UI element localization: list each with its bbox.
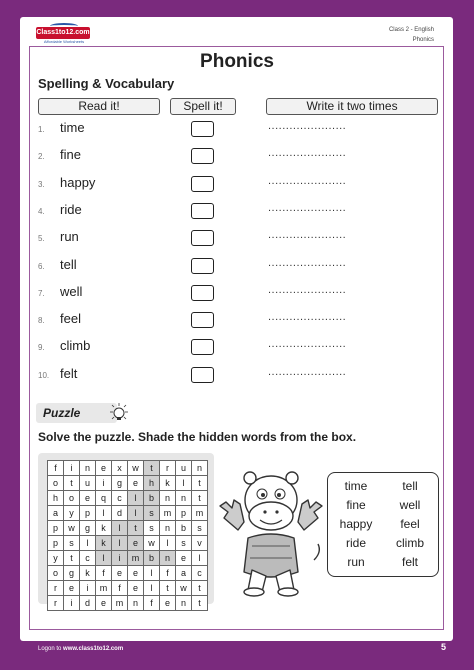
write-line[interactable]: ...................... <box>268 311 347 324</box>
grid-cell[interactable]: t <box>144 461 160 476</box>
grid-cell[interactable]: m <box>96 581 112 596</box>
grid-cell[interactable]: l <box>192 551 208 566</box>
grid-cell[interactable]: e <box>96 461 112 476</box>
grid-cell[interactable]: i <box>112 551 128 566</box>
footer-site[interactable]: www.class1to12.com <box>63 646 124 652</box>
footer-text <box>38 646 123 652</box>
puzzle-label: Puzzle <box>43 406 81 420</box>
grid-cell[interactable]: n <box>128 596 144 611</box>
grid-row <box>48 581 208 596</box>
item-word: tell <box>60 256 77 272</box>
write-line[interactable]: ...................... <box>268 256 347 269</box>
grid-cell[interactable]: k <box>160 476 176 491</box>
word-search-panel <box>38 453 214 608</box>
word-bank-item: happy <box>339 517 373 531</box>
grid-row <box>48 476 208 491</box>
grid-cell[interactable]: q <box>96 491 112 506</box>
grid-cell[interactable]: w <box>144 536 160 551</box>
list-item <box>0 311 474 333</box>
grid-cell[interactable]: i <box>64 461 80 476</box>
item-word: fine <box>60 147 81 163</box>
grid-cell[interactable]: l <box>80 536 96 551</box>
grid-cell[interactable]: e <box>128 566 144 581</box>
grid-cell[interactable]: t <box>192 476 208 491</box>
grid-cell[interactable]: y <box>64 506 80 521</box>
grid-cell[interactable]: l <box>96 551 112 566</box>
word-bank-item: well <box>399 498 421 512</box>
grid-cell[interactable]: i <box>64 596 80 611</box>
grid-cell[interactable]: g <box>64 566 80 581</box>
grid-cell[interactable]: g <box>112 476 128 491</box>
item-number: 1. <box>38 125 45 134</box>
page-title: Phonics <box>200 51 274 72</box>
word-bank-item: felt <box>401 555 418 569</box>
lightbulb-icon <box>107 401 131 425</box>
grid-cell[interactable]: n <box>176 491 192 506</box>
grid-cell[interactable]: t <box>160 581 176 596</box>
grid-cell[interactable]: g <box>80 521 96 536</box>
grid-cell[interactable]: e <box>160 596 176 611</box>
spell-box[interactable] <box>191 121 214 137</box>
grid-cell[interactable]: t <box>192 491 208 506</box>
word-bank-item: fine <box>346 498 366 512</box>
item-word: feel <box>60 311 81 327</box>
grid-cell[interactable]: n <box>80 461 96 476</box>
grid-cell[interactable]: s <box>192 521 208 536</box>
grid-cell[interactable]: c <box>192 566 208 581</box>
logo-tagline: Affordable Worksheets <box>43 39 85 44</box>
write-line[interactable]: ...................... <box>268 365 347 378</box>
grid-cell[interactable]: n <box>160 551 176 566</box>
grid-cell[interactable]: w <box>64 521 80 536</box>
puzzle-instructions: Solve the puzzle. Shade the hidden words from the box. <box>38 430 357 444</box>
grid-cell[interactable]: s <box>144 521 160 536</box>
write-line[interactable]: ...................... <box>268 338 347 351</box>
grid-cell[interactable]: p <box>48 521 64 536</box>
grid-row <box>48 536 208 551</box>
grid-cell[interactable]: n <box>176 596 192 611</box>
grid-row <box>48 551 208 566</box>
spell-box[interactable] <box>191 312 214 328</box>
spell-box[interactable] <box>191 285 214 301</box>
grid-cell[interactable]: p <box>48 536 64 551</box>
write-line[interactable]: ...................... <box>268 147 347 160</box>
list-item <box>0 202 474 224</box>
item-number: 9. <box>38 343 45 353</box>
grid-cell[interactable]: e <box>64 581 80 596</box>
grid-cell[interactable]: m <box>160 506 176 521</box>
grid-cell[interactable]: d <box>80 596 96 611</box>
list-item <box>0 229 474 251</box>
grid-cell[interactable]: t <box>64 476 80 491</box>
grid-cell[interactable]: u <box>176 461 192 476</box>
item-word: well <box>60 283 83 299</box>
grid-cell[interactable]: i <box>96 476 112 491</box>
grid-cell[interactable]: h <box>144 476 160 491</box>
grid-cell[interactable]: e <box>128 536 144 551</box>
grid-cell[interactable]: l <box>144 581 160 596</box>
item-word: climb <box>60 338 91 354</box>
list-item <box>0 257 474 279</box>
footer-prefix: Logon to <box>38 646 64 652</box>
grid-cell[interactable]: e <box>96 596 112 611</box>
grid-cell[interactable]: a <box>48 506 64 521</box>
grid-cell[interactable]: i <box>80 581 96 596</box>
spell-box[interactable] <box>191 203 214 219</box>
grid-cell[interactable]: n <box>160 491 176 506</box>
spell-box[interactable] <box>191 176 214 192</box>
grid-cell[interactable]: s <box>144 506 160 521</box>
item-word: ride <box>60 201 82 217</box>
grid-cell[interactable]: k <box>96 536 112 551</box>
item-word: happy <box>60 174 96 190</box>
grid-cell[interactable]: f <box>96 566 112 581</box>
logo-text: Class1to12.com <box>36 27 90 39</box>
grid-row <box>48 461 208 476</box>
word-bank-item: run <box>347 555 365 569</box>
grid-cell[interactable]: f <box>112 581 128 596</box>
item-number: 8. <box>38 316 45 326</box>
grid-cell[interactable]: f <box>160 566 176 581</box>
grid-cell[interactable]: o <box>64 491 80 506</box>
brand-logo <box>36 23 92 45</box>
item-number: 6. <box>38 261 45 271</box>
grid-cell[interactable]: e <box>80 491 96 506</box>
grid-cell[interactable]: n <box>160 521 176 536</box>
grid-row <box>48 491 208 506</box>
grid-cell[interactable]: b <box>144 491 160 506</box>
grid-cell[interactable]: f <box>48 461 64 476</box>
grid-cell[interactable]: o <box>48 566 64 581</box>
item-number: 3. <box>38 179 45 189</box>
list-item <box>0 175 474 197</box>
grid-cell[interactable]: b <box>176 521 192 536</box>
list-item <box>0 284 474 306</box>
grid-cell[interactable]: e <box>128 581 144 596</box>
grid-cell[interactable]: k <box>80 566 96 581</box>
spell-box[interactable] <box>191 258 214 274</box>
grid-cell[interactable]: f <box>144 596 160 611</box>
grid-cell[interactable]: t <box>192 596 208 611</box>
word-bank-item: ride <box>345 536 366 550</box>
word-bank-item: feel <box>400 517 420 531</box>
grid-cell[interactable]: l <box>112 521 128 536</box>
list-item <box>0 147 474 169</box>
grid-cell[interactable]: w <box>128 461 144 476</box>
grid-row <box>48 566 208 581</box>
grid-cell[interactable]: k <box>96 521 112 536</box>
grid-row <box>48 506 208 521</box>
grid-cell[interactable]: c <box>112 491 128 506</box>
grid-cell[interactable]: r <box>160 461 176 476</box>
grid-cell[interactable]: l <box>176 476 192 491</box>
column-header-write: Write it two times <box>266 98 438 115</box>
item-number: 5. <box>38 234 45 244</box>
word-bank-item: time <box>344 479 368 493</box>
item-word: time <box>60 120 85 135</box>
grid-cell[interactable]: l <box>96 506 112 521</box>
grid-cell[interactable]: t <box>192 581 208 596</box>
grid-cell[interactable]: t <box>64 551 80 566</box>
spell-box[interactable] <box>191 367 214 383</box>
grid-cell[interactable]: c <box>80 551 96 566</box>
spell-box[interactable] <box>191 148 214 164</box>
word-bank-item: tell <box>402 479 418 493</box>
grid-cell[interactable]: l <box>112 536 128 551</box>
word-bank-box <box>327 472 439 577</box>
class-label: Class 2 - English <box>388 27 434 33</box>
column-header-spell: Spell it! <box>170 98 236 115</box>
grid-cell[interactable]: l <box>144 566 160 581</box>
grid-cell[interactable]: l <box>160 536 176 551</box>
list-item <box>0 338 474 360</box>
section-title: Spelling & Vocabulary <box>38 76 175 91</box>
grid-cell[interactable]: r <box>48 596 64 611</box>
grid-cell[interactable]: l <box>128 491 144 506</box>
subject-label: Phonics <box>412 37 434 43</box>
grid-cell[interactable]: m <box>192 506 208 521</box>
item-number: 2. <box>38 152 45 162</box>
grid-row <box>48 596 208 611</box>
grid-cell[interactable]: m <box>112 596 128 611</box>
column-header-read: Read it! <box>38 98 160 115</box>
word-search-grid <box>47 460 208 611</box>
item-number: 10. <box>38 370 50 380</box>
grid-row <box>48 521 208 536</box>
spell-box[interactable] <box>191 230 214 246</box>
item-number: 4. <box>38 206 45 216</box>
grid-cell[interactable]: u <box>80 476 96 491</box>
write-line[interactable]: ...................... <box>268 120 347 132</box>
write-line[interactable]: ...................... <box>268 201 347 214</box>
grid-cell[interactable]: y <box>48 551 64 566</box>
grid-cell[interactable]: s <box>64 536 80 551</box>
grid-cell[interactable]: d <box>112 506 128 521</box>
write-line[interactable]: ...................... <box>268 174 347 187</box>
page-number: 5 <box>440 642 446 652</box>
grid-cell[interactable]: e <box>128 476 144 491</box>
write-line[interactable]: ...................... <box>268 229 347 242</box>
hippo-illustration <box>218 460 326 600</box>
grid-cell[interactable]: w <box>176 581 192 596</box>
grid-cell[interactable]: h <box>48 491 64 506</box>
grid-cell[interactable]: s <box>176 536 192 551</box>
write-line[interactable]: ...................... <box>268 283 347 296</box>
item-word: felt <box>60 365 78 381</box>
grid-cell[interactable]: o <box>48 476 64 491</box>
grid-cell[interactable]: p <box>80 506 96 521</box>
word-bank-item: climb <box>395 536 424 550</box>
list-item <box>0 366 474 388</box>
grid-cell[interactable]: v <box>192 536 208 551</box>
grid-cell[interactable]: e <box>176 551 192 566</box>
list-item <box>0 120 474 142</box>
grid-cell[interactable]: l <box>128 506 144 521</box>
spell-box[interactable] <box>191 339 214 355</box>
grid-cell[interactable]: r <box>48 581 64 596</box>
grid-cell[interactable]: p <box>176 506 192 521</box>
grid-cell[interactable]: x <box>112 461 128 476</box>
item-number: 7. <box>38 288 45 298</box>
grid-cell[interactable]: m <box>128 551 144 566</box>
grid-cell[interactable]: n <box>192 461 208 476</box>
grid-cell[interactable]: t <box>128 521 144 536</box>
item-word: run <box>60 229 79 245</box>
grid-cell[interactable]: a <box>176 566 192 581</box>
grid-cell[interactable]: e <box>112 566 128 581</box>
grid-cell[interactable]: b <box>144 551 160 566</box>
